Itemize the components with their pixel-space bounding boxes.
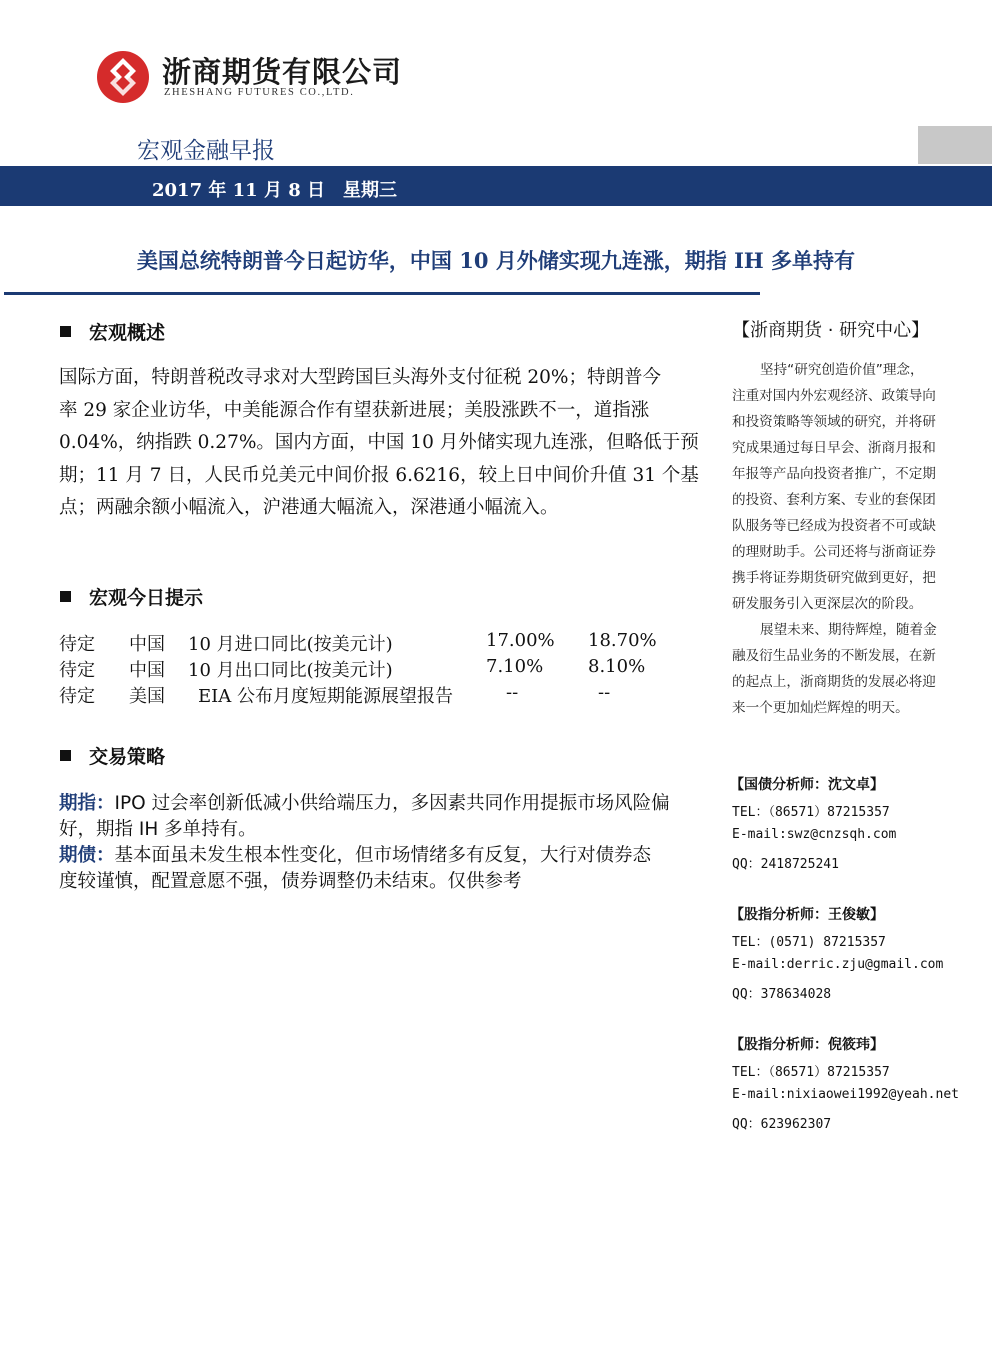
- analyst-tel: TEL：（86571）87215357: [732, 805, 890, 820]
- strategy-line: 期债：基本面虽未发生根本性变化，但市场情绪多有反复，大行对债券态: [59, 845, 652, 866]
- bullet-square-icon: [60, 326, 71, 337]
- cell-country: 中国: [129, 634, 165, 655]
- analyst-qq: QQ：378634028: [732, 987, 832, 1002]
- sidebar-text-line: 融及衍生品业务的不断发展，在新: [732, 648, 936, 664]
- company-logo-icon: [96, 50, 150, 104]
- strategy-line: 好，期指 IH 多单持有。: [59, 819, 257, 840]
- analyst-email: E-mail:nixiaowei1992@yeah.net: [732, 1087, 959, 1102]
- analyst-qq: QQ：2418725241: [732, 857, 839, 872]
- sidebar-text-line: 和投资策略等领域的研究，并将研: [732, 414, 936, 430]
- date-bar: [0, 166, 992, 206]
- header-accent-block: [918, 126, 992, 164]
- headline: 美国总统特朗普今日起访华，中国 10 月外储实现九连涨，期指 IH 多单持有: [136, 248, 856, 273]
- cell-event: EIA 公布月度短期能源展望报告: [198, 686, 453, 707]
- analyst-title: 【国债分析师：沈文卓】: [730, 777, 884, 793]
- sidebar-text-line: 队服务等已经成为投资者不可或缺: [732, 518, 936, 534]
- strategy-line: 度较谨慎，配置意愿不强，债券调整仍未结束。仅供参考: [59, 871, 522, 892]
- cell-forecast: 7.10%: [486, 656, 544, 677]
- sidebar-title: 【浙商期货 · 研究中心】: [732, 320, 930, 341]
- analyst-tel: TEL：(0571) 87215357: [732, 935, 886, 950]
- sidebar-text-line: 研发服务引入更深层次的阶段。: [732, 596, 923, 612]
- sidebar-text-line: 展望未来、期待辉煌，随着金: [760, 622, 937, 638]
- bullet-square-icon: [60, 750, 71, 761]
- bullet-square-icon: [60, 591, 71, 602]
- report-title: 宏观金融早报: [137, 138, 275, 164]
- section-heading-strategy: 交易策略: [60, 742, 165, 769]
- analyst-title: 【股指分析师：倪筱玮】: [730, 1037, 884, 1053]
- sidebar-text-line: 的投资、套利方案、专业的套保团: [732, 492, 936, 508]
- cell-event: 10 月进口同比(按美元计): [188, 634, 393, 655]
- strategy-line: 期指：IPO 过会率创新低减小供给端压力，多因素共同作用提振市场风险偏: [59, 793, 670, 814]
- section-heading-overview: 宏观概述: [60, 318, 165, 345]
- cell-time: 待定: [59, 634, 95, 655]
- overview-line: 期；11 月 7 日，人民币兑美元中间价报 6.6216，较上日中间价升值 31 个基: [59, 465, 699, 486]
- sidebar-text-line: 坚持“研究创造价值”理念，: [760, 362, 924, 378]
- company-name-cn: 浙商期货有限公司: [162, 55, 403, 89]
- company-name-en: ZHESHANG FUTURES CO.,LTD.: [164, 87, 355, 98]
- overview-line: 点；两融余额小幅流入，沪港通大幅流入，深港通小幅流入。: [59, 497, 559, 518]
- analyst-email: E-mail:derric.zju@gmail.com: [732, 957, 944, 972]
- cell-previous: --: [598, 682, 611, 703]
- analyst-email: E-mail:swz@cnzsqh.com: [732, 827, 897, 842]
- sidebar-text-line: 究成果通过每日早会、浙商月报和: [732, 440, 936, 456]
- cell-previous: 8.10%: [588, 656, 646, 677]
- cell-previous: 18.70%: [588, 630, 657, 651]
- overview-line: 率 29 家企业访华，中美能源合作有望获新进展；美股涨跌不一，道指涨: [59, 400, 650, 421]
- analyst-title: 【股指分析师：王俊敏】: [730, 907, 884, 923]
- cell-time: 待定: [59, 660, 95, 681]
- headline-divider: [4, 292, 760, 295]
- sidebar-text-line: 年报等产品向投资者推广，不定期: [732, 466, 936, 482]
- cell-time: 待定: [59, 686, 95, 707]
- strategy-label: 期债：: [59, 845, 115, 866]
- strategy-label: 期指：: [59, 793, 115, 814]
- cell-forecast: --: [506, 682, 519, 703]
- sidebar-text-line: 的理财助手。公司还将与浙商证券: [732, 544, 936, 560]
- sidebar-text-line: 来一个更加灿烂辉煌的明天。: [732, 700, 909, 716]
- cell-country: 美国: [129, 686, 165, 707]
- overview-line: 0.04%，纳指跌 0.27%。国内方面，中国 10 月外储实现九连涨，但略低于预: [59, 432, 699, 453]
- report-date: 2017 年 11 月 8 日 星期三: [152, 180, 398, 201]
- analyst-qq: QQ：623962307: [732, 1117, 832, 1132]
- cell-country: 中国: [129, 660, 165, 681]
- sidebar-text-line: 注重对国内外宏观经济、政策导向: [732, 388, 936, 404]
- cell-forecast: 17.00%: [486, 630, 555, 651]
- sidebar-text-line: 的起点上，浙商期货的发展必将迎: [732, 674, 936, 690]
- sidebar-text-line: 携手将证券期货研究做到更好，把: [732, 570, 936, 586]
- overview-line: 国际方面，特朗普税改寻求对大型跨国巨头海外支付征税 20%；特朗普今: [59, 367, 662, 388]
- analyst-tel: TEL：（86571）87215357: [732, 1065, 890, 1080]
- cell-event: 10 月出口同比(按美元计): [188, 660, 393, 681]
- section-heading-calendar: 宏观今日提示: [60, 583, 203, 610]
